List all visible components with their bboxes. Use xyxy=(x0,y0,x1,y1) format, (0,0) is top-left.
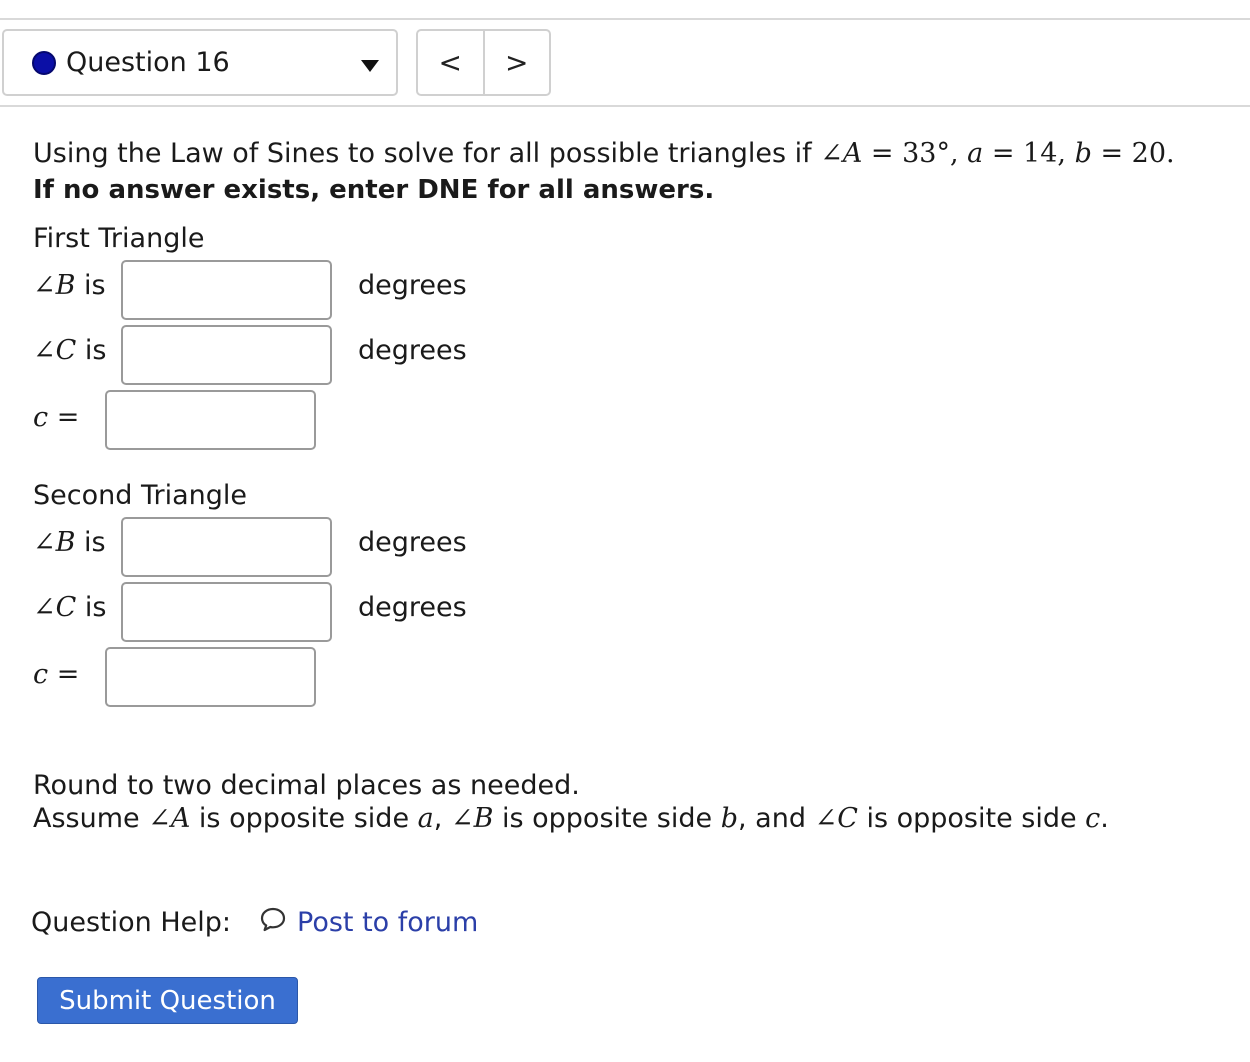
is-text: is xyxy=(75,270,106,301)
problem-statement xyxy=(33,138,1175,169)
second-angle-c-unit: degrees xyxy=(358,592,467,623)
angle-symbol: ∠ xyxy=(450,803,474,834)
first-angle-c-label xyxy=(33,335,106,366)
side-a-var: a xyxy=(417,803,434,834)
angle-b-var: B xyxy=(473,803,494,834)
second-angle-c-label xyxy=(33,592,106,623)
side-b-var: b xyxy=(1074,138,1092,169)
second-angle-b-input[interactable] xyxy=(121,517,332,577)
angle-a-var: A xyxy=(170,803,191,834)
speech-bubble-icon[interactable] xyxy=(259,905,287,940)
first-angle-c-unit: degrees xyxy=(358,335,467,366)
side-a-value: = 14, xyxy=(983,138,1075,169)
first-triangle-heading: First Triangle xyxy=(33,223,205,254)
assume-note xyxy=(33,803,1109,834)
submit-question-button[interactable]: Submit Question xyxy=(37,977,298,1024)
second-side-c-input[interactable] xyxy=(105,647,316,707)
angle-symbol: ∠ xyxy=(33,527,56,558)
assume-text: , xyxy=(433,803,451,834)
question-nav xyxy=(416,29,551,96)
previous-question-button[interactable]: < xyxy=(438,46,462,79)
side-b-var: b xyxy=(720,803,739,834)
angle-symbol: ∠ xyxy=(148,803,171,834)
caret-down-icon xyxy=(361,60,379,72)
is-text: is xyxy=(76,335,107,366)
next-question-button[interactable]: > xyxy=(483,31,550,94)
angle-symbol: ∠ xyxy=(33,270,56,301)
first-angle-b-input[interactable] xyxy=(121,260,332,320)
rounding-note: Round to two decimal places as needed. xyxy=(33,770,580,801)
angle-b-var: B xyxy=(55,270,76,301)
angle-a-var: A xyxy=(842,138,863,169)
second-side-c-label: c = xyxy=(33,659,80,690)
question-selector[interactable] xyxy=(2,29,398,96)
assume-text: is opposite side xyxy=(493,803,721,834)
first-side-c-label: c = xyxy=(33,402,80,433)
angle-c-var: C xyxy=(55,335,77,366)
side-b-value: = 20. xyxy=(1091,138,1175,169)
second-triangle-heading: Second Triangle xyxy=(33,480,247,511)
givens-sep: , xyxy=(949,138,968,169)
second-angle-c-input[interactable] xyxy=(121,582,332,642)
side-a-var: a xyxy=(967,138,984,169)
angle-symbol: ∠ xyxy=(820,138,843,169)
top-divider xyxy=(0,18,1250,20)
angle-c-var: C xyxy=(55,592,77,623)
question-selector-label: Question 16 xyxy=(66,47,230,78)
angle-c-var: C xyxy=(837,803,858,834)
first-side-c-input[interactable] xyxy=(105,390,316,450)
dne-instruction: If no answer exists, enter DNE for all answers. xyxy=(33,175,715,205)
first-angle-c-input[interactable] xyxy=(121,325,332,385)
is-text: is xyxy=(76,592,107,623)
assume-text: is opposite side xyxy=(857,803,1086,834)
second-angle-b-label xyxy=(33,527,106,558)
prompt-text: Using the Law of Sines to solve for all possible triangles if xyxy=(33,138,812,169)
angle-a-value: = 33° xyxy=(862,138,950,169)
question-help-label: Question Help: xyxy=(31,907,231,938)
question-help xyxy=(31,905,478,940)
assume-text: is opposite side xyxy=(190,803,418,834)
header-divider xyxy=(0,105,1250,107)
givens xyxy=(820,138,1174,169)
question-status-dot xyxy=(32,51,56,75)
second-angle-b-unit: degrees xyxy=(358,527,467,558)
assume-text: . xyxy=(1100,803,1109,834)
post-to-forum-link[interactable]: Post to forum xyxy=(297,907,479,938)
angle-symbol: ∠ xyxy=(814,803,838,834)
angle-symbol: ∠ xyxy=(33,592,56,623)
assume-text: , and xyxy=(738,803,815,834)
is-text: is xyxy=(75,527,106,558)
first-angle-b-unit: degrees xyxy=(358,270,467,301)
angle-symbol: ∠ xyxy=(33,335,56,366)
side-c-var: c xyxy=(1085,803,1101,834)
first-angle-b-label xyxy=(33,270,106,301)
assume-text: Assume xyxy=(33,803,149,834)
angle-b-var: B xyxy=(55,527,76,558)
